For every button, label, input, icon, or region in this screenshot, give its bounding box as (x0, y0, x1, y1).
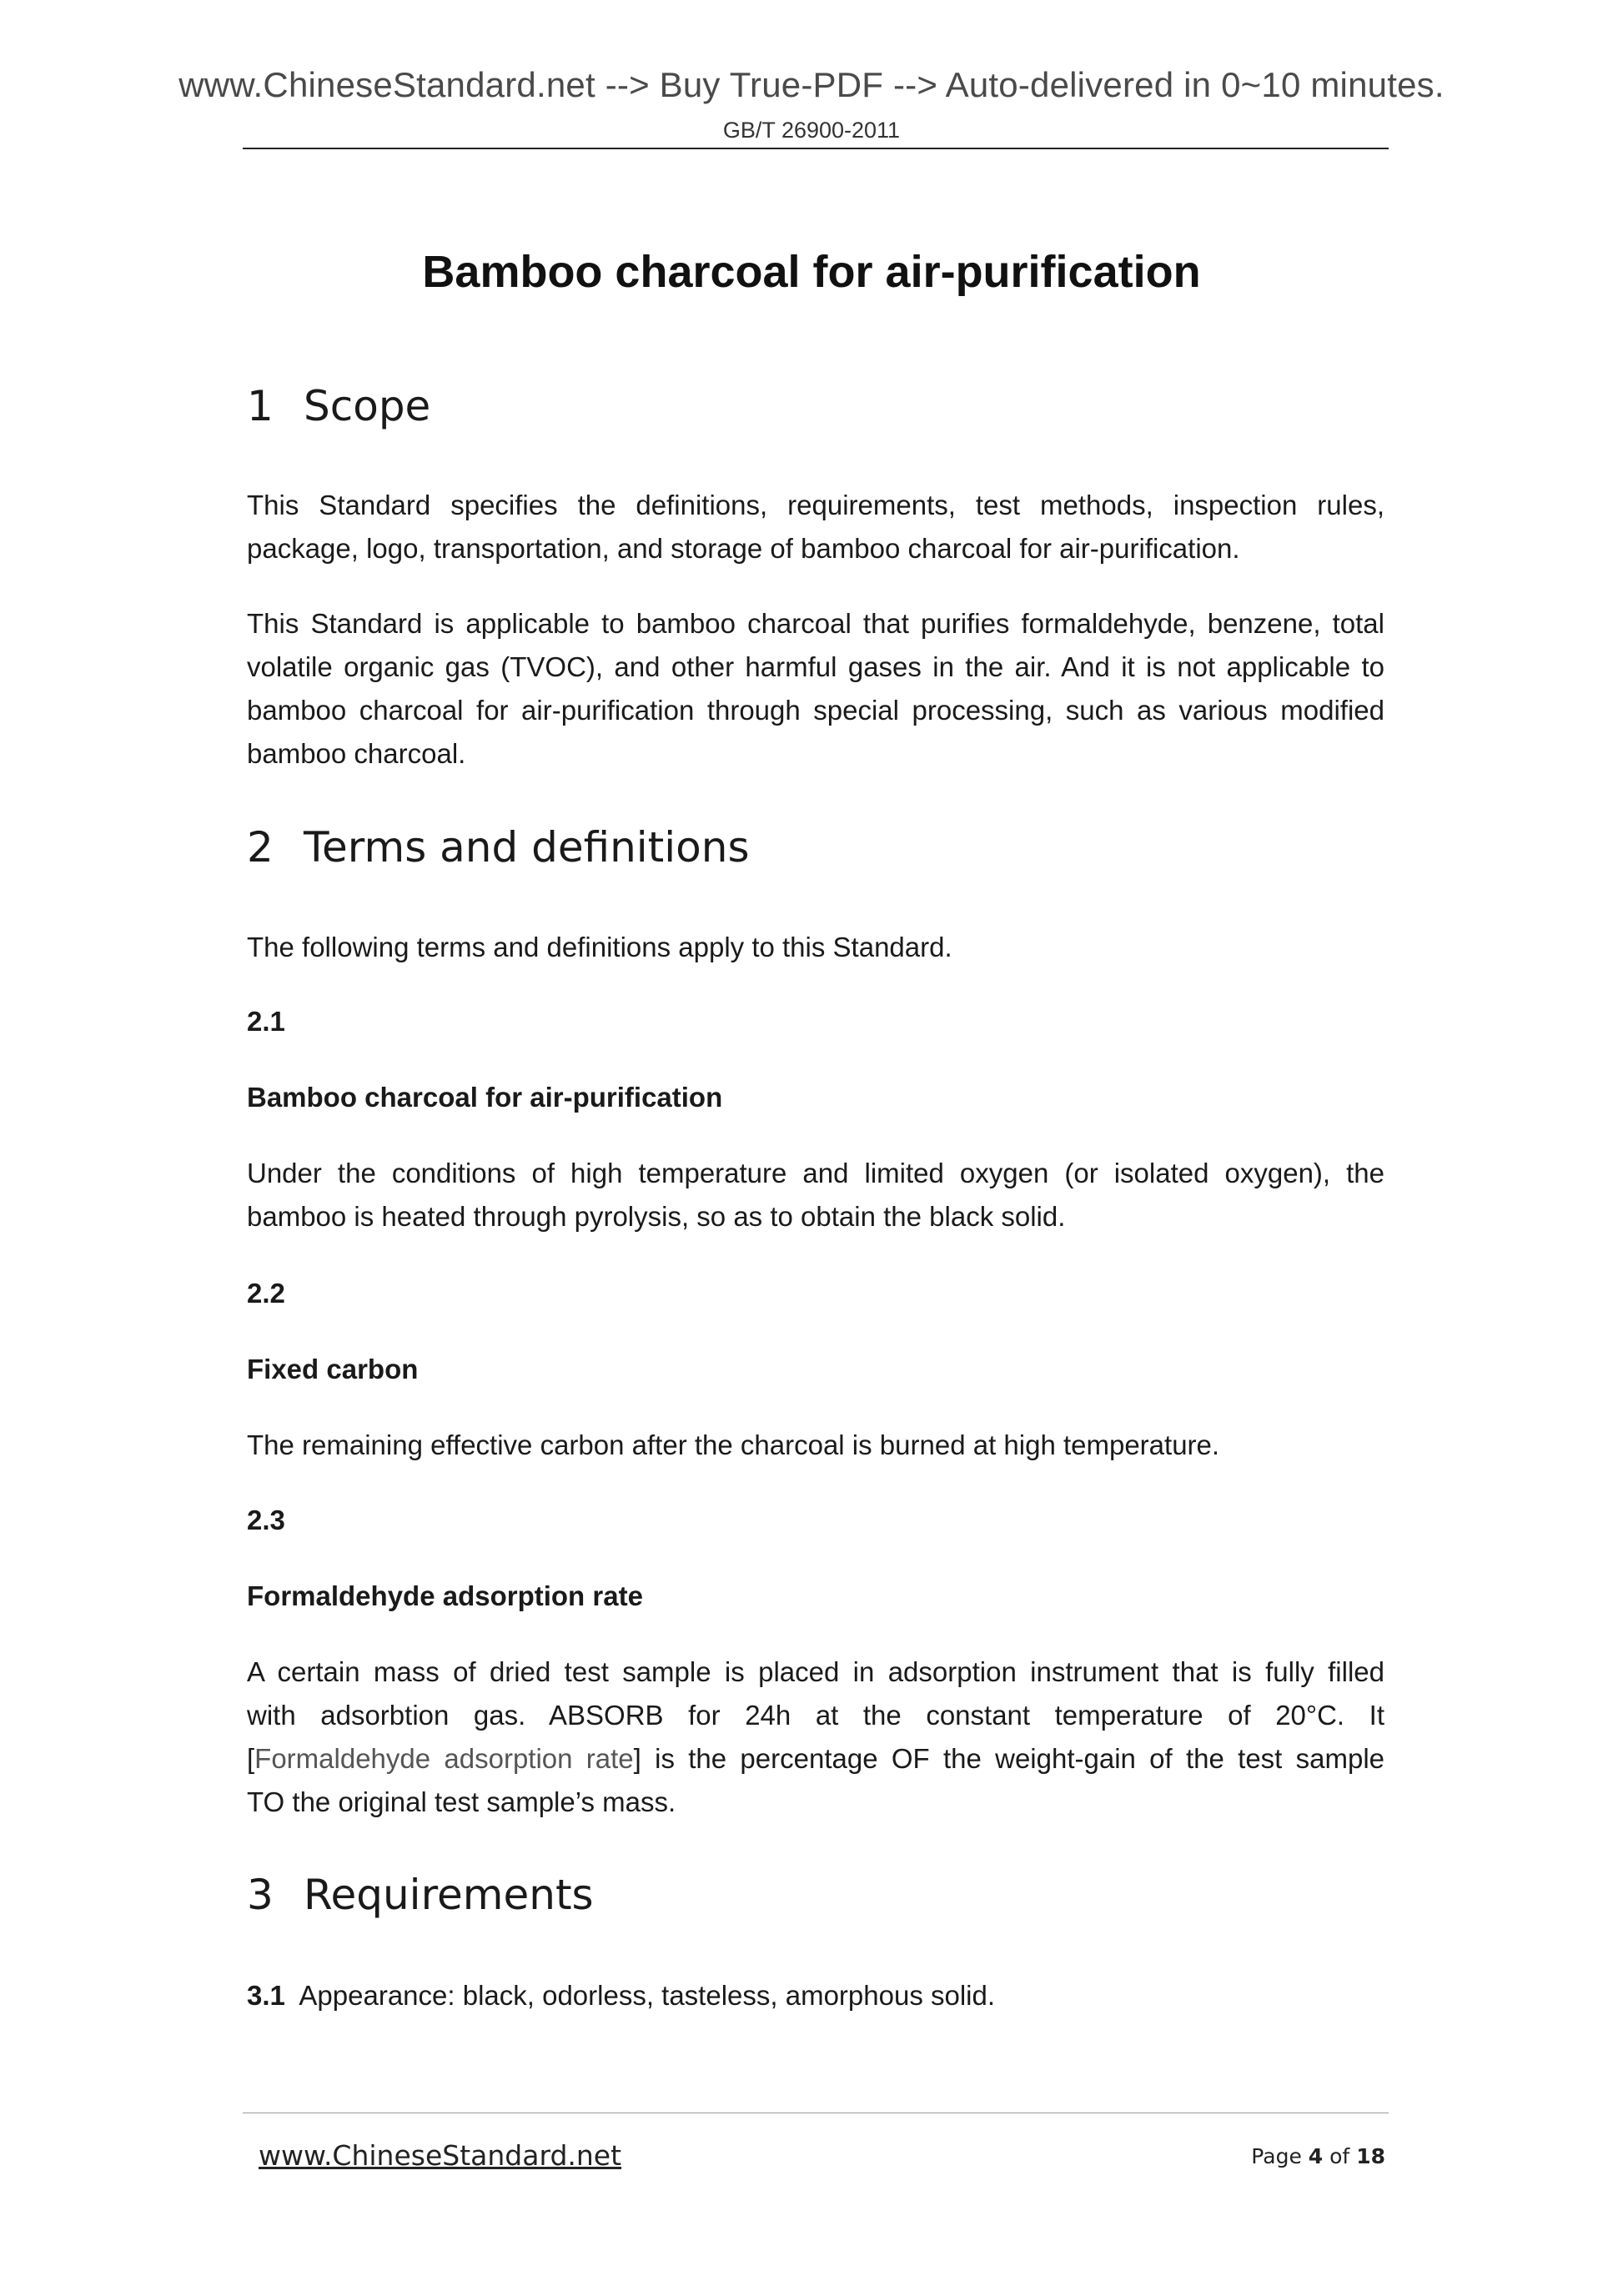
section-number: 2 (247, 823, 274, 872)
text-line: This Standard specifies the definitions, requirements, test methods, inspection rules, (247, 490, 1384, 520)
term-heading: Fixed carbon (247, 1354, 419, 1384)
term-heading: Bamboo charcoal for air-purification (247, 1082, 723, 1113)
text-line: A certain mass of dried test sample is placed in adsorption instrument that is fully filled (247, 1656, 1384, 1687)
clause-number: 2.2 (247, 1278, 285, 1309)
text-line: TO the original test sample’s mass. (247, 1786, 676, 1817)
section-title: Terms and definitions (304, 823, 750, 872)
terms-intro (247, 926, 1384, 969)
text-line (247, 1974, 1384, 2017)
text-line: package, logo, transportation, and storage of bamboo charcoal for air-purification. (247, 533, 1240, 564)
text-line: Under the conditions of high temperature and limited oxygen (or isolated oxygen), the (247, 1158, 1384, 1188)
section-number: 1 (247, 382, 274, 430)
text-line: The remaining effective carbon after the charcoal is burned at high temperature. (247, 1429, 1220, 1460)
term-reference: Formaldehyde adsorption rate (254, 1743, 634, 1774)
scope-paragraph-2 (247, 602, 1384, 776)
text-line: The following terms and definitions apply to this Standard. (247, 932, 952, 962)
text-line: volatile organic gas (TVOC), and other harmful gases in the air. And it is not applicable to (247, 651, 1384, 682)
header-rule (243, 148, 1389, 149)
requirement-clause (247, 1974, 1384, 2017)
document-title: Bamboo charcoal for air-purification (422, 247, 1201, 297)
section-3-heading (247, 1871, 594, 1919)
clause-number: 2.1 (247, 1006, 285, 1037)
text-span: ] is the percentage OF the weight-gain of the test sample (633, 1743, 1385, 1774)
text-line: with adsorbtion gas. ABSORB for 24h at the constant temperature of 20°C. It (247, 1700, 1384, 1731)
standard-code: GB/T 26900-2011 (722, 118, 901, 143)
clause-number: 2.3 (247, 1505, 285, 1535)
section-number: 3 (247, 1871, 274, 1919)
section-title: Requirements (304, 1871, 594, 1919)
page-current: 4 (1308, 2144, 1324, 2168)
term-definition (247, 1650, 1384, 1824)
text-line: This Standard is applicable to bamboo charcoal that purifies formaldehyde, benzene, total (247, 608, 1384, 639)
section-1-heading (247, 382, 430, 430)
text-line (247, 1737, 1384, 1781)
page-indicator (1251, 2144, 1385, 2168)
term-heading: Formaldehyde adsorption rate (247, 1580, 643, 1611)
text-line: bamboo charcoal. (247, 738, 466, 769)
header-banner: www.ChineseStandard.net --> Buy True-PDF --> Auto-delivered in 0~10 minutes. (178, 65, 1445, 104)
footer-website-link[interactable]: www.ChineseStandard.net (259, 2139, 622, 2172)
page-of: of (1329, 2144, 1350, 2168)
page-total: 18 (1356, 2144, 1385, 2168)
text-line: bamboo is heated through pyrolysis, so as to obtain the black solid. (247, 1201, 1066, 1232)
scope-paragraph-1 (247, 484, 1384, 570)
term-definition (247, 1424, 1384, 1467)
term-definition (247, 1152, 1384, 1238)
clause-text: Appearance: black, odorless, tasteless, amorphous solid. (299, 1980, 996, 2011)
section-title: Scope (304, 382, 431, 430)
bracket: [ (247, 1743, 255, 1774)
clause-number: 3.1 (247, 1980, 285, 2011)
text-line: bamboo charcoal for air-purification through special processing, such as various modified (247, 695, 1384, 726)
section-2-heading (247, 823, 750, 872)
page-word: Page (1251, 2144, 1302, 2168)
